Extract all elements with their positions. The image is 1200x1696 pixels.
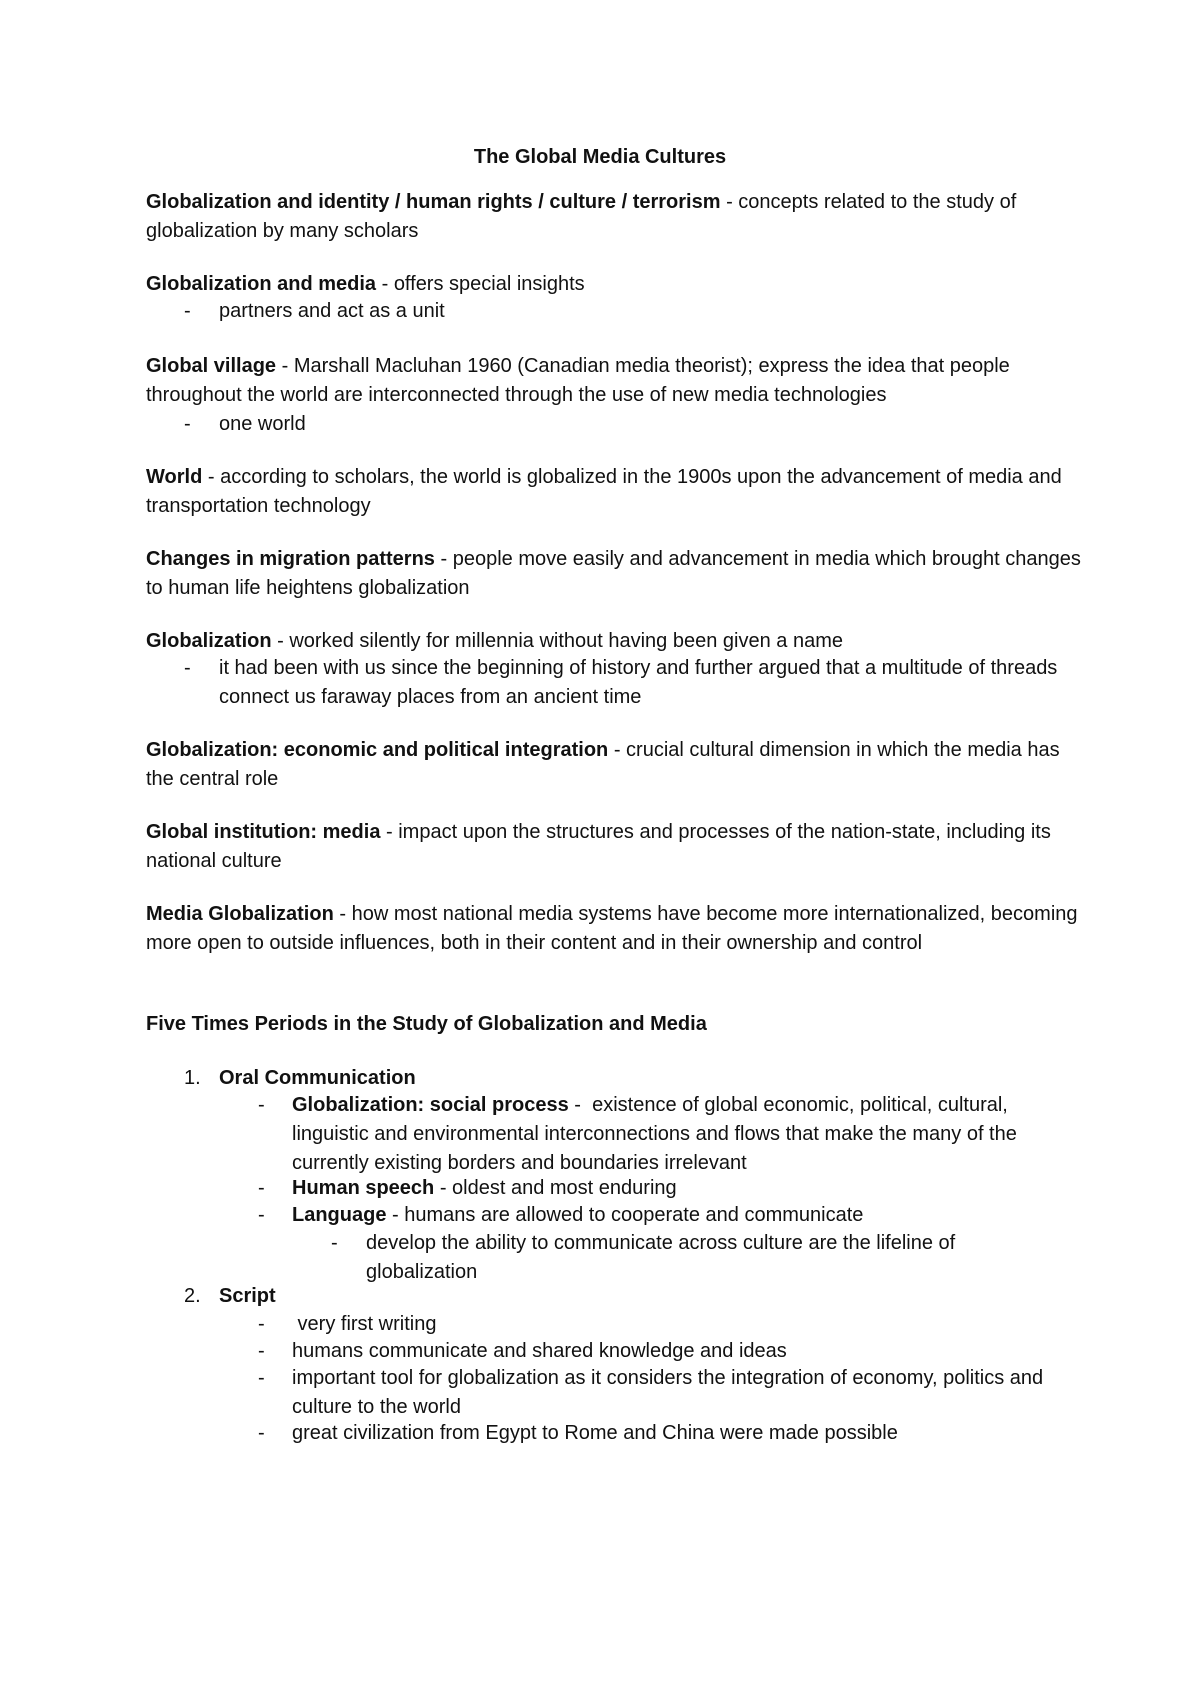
sub-item-text: important tool for globalization as it considers the integration of economy, politics and culture to the world <box>292 1367 1044 1418</box>
bullet-dash: - <box>184 657 191 679</box>
bullet-text: partners and act as a unit <box>219 300 445 322</box>
separator: - <box>380 821 399 843</box>
term: Human speech <box>292 1177 435 1199</box>
description: Marshall Macluhan 1960 (Canadian media theorist); express the idea that people throughout the world are interconnected through the use of new media technologies <box>146 355 1010 406</box>
description: crucial cultural dimension in which the media has the central role <box>146 739 1060 790</box>
description: concepts related to the study of globalization by many scholars <box>146 191 1017 242</box>
section-heading: Five Times Periods in the Study of Globalization and Media <box>146 1013 707 1035</box>
bullet-dash: - <box>258 1313 265 1335</box>
term: Globalization and media <box>146 273 377 295</box>
term: Changes in migration patterns <box>146 548 435 570</box>
term: Globalization: economic and political integration <box>146 739 609 761</box>
separator: - <box>720 191 739 213</box>
bullet-dash: - <box>258 1177 265 1199</box>
separator: - <box>376 273 394 295</box>
paragraph-economic-political <box>146 736 1086 794</box>
list-number: 2. <box>184 1285 201 1307</box>
separator: - <box>568 1094 593 1116</box>
bullet-dash: - <box>258 1094 265 1116</box>
paragraph-global-institution <box>146 818 1086 876</box>
description: impact upon the structures and processes of the nation-state, including its national culture <box>146 821 1051 872</box>
bullet-dash: - <box>331 1232 338 1254</box>
term: Globalization <box>146 630 272 652</box>
bullet-text: one world <box>219 413 306 435</box>
sub-item-text: humans communicate and shared knowledge and ideas <box>292 1340 787 1362</box>
term: Globalization and identity / human rights / culture / terrorism <box>146 191 721 213</box>
term: Globalization: social process <box>292 1094 569 1116</box>
list-number: 1. <box>184 1067 201 1089</box>
sub-sub-item-text: develop the ability to communicate across culture are the lifeline of globalization <box>366 1232 956 1283</box>
term: Global institution: media <box>146 821 381 843</box>
description: humans are allowed to cooperate and communicate <box>404 1204 864 1226</box>
paragraph-migration-patterns <box>146 545 1086 603</box>
separator: - <box>333 903 352 925</box>
bullet-dash: - <box>258 1340 265 1362</box>
term: Media Globalization <box>146 903 334 925</box>
bullet-dash: - <box>258 1367 265 1389</box>
term: Language <box>292 1204 387 1226</box>
paragraph-world <box>146 463 1086 521</box>
separator: - <box>276 355 294 377</box>
paragraph-globalization-identity <box>146 188 1086 246</box>
bullet-dash: - <box>258 1422 265 1444</box>
description: how most national media systems have become more internationalized, becoming more open to outside influences, both in their content and in their ownership and control <box>146 903 1078 954</box>
bullet-dash: - <box>184 300 191 322</box>
separator: - <box>434 548 453 570</box>
bullet-dash: - <box>184 413 191 435</box>
separator: - <box>202 466 221 488</box>
separator: - <box>271 630 290 652</box>
description: according to scholars, the world is globalized in the 1900s upon the advancement of media and transportation technology <box>146 466 1062 517</box>
sub-item-language <box>292 1201 1062 1230</box>
description: worked silently for millennia without having been given a name <box>289 630 843 652</box>
list-item-script: Script <box>219 1285 276 1307</box>
paragraph-global-village <box>146 352 1086 410</box>
sub-item-text: great civilization from Egypt to Rome and China were made possible <box>292 1422 898 1444</box>
separator: - <box>434 1177 453 1199</box>
term: World <box>146 466 203 488</box>
sub-item-human-speech <box>292 1174 1062 1203</box>
paragraph-globalization <box>146 627 1086 656</box>
term: Global village <box>146 355 277 377</box>
paragraph-globalization-media <box>146 270 1086 299</box>
sub-item-social-process <box>292 1091 1062 1178</box>
description: existence of global economic, political, cultural, linguistic and environmental interconnections and flows that make the many of the currently existing borders and boundaries irrelevant <box>292 1094 1017 1174</box>
sub-item-text: very first writing <box>292 1313 437 1335</box>
bullet-text: it had been with us since the beginning of history and further argued that a multitude of threads connect us faraway places from an ancient time <box>219 657 1058 708</box>
page-title: The Global Media Cultures <box>473 146 727 168</box>
separator: - <box>386 1204 405 1226</box>
bullet-dash: - <box>258 1204 265 1226</box>
paragraph-media-globalization <box>146 900 1086 958</box>
description: oldest and most enduring <box>452 1177 677 1199</box>
list-item-oral-communication: Oral Communication <box>219 1067 416 1089</box>
description: people move easily and advancement in media which brought changes to human life heightens globalization <box>146 548 1081 599</box>
description: offers special insights <box>393 273 585 295</box>
separator: - <box>608 739 627 761</box>
